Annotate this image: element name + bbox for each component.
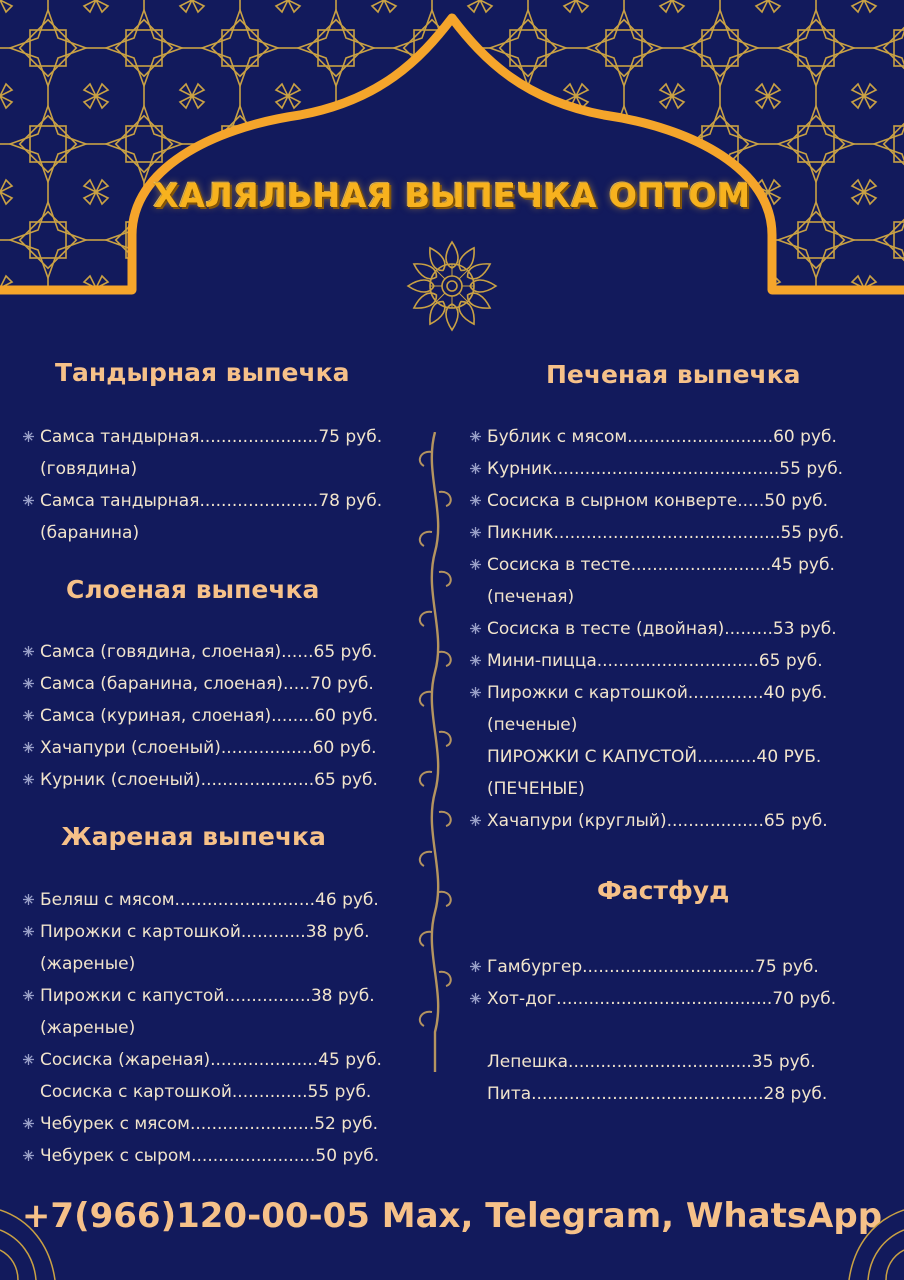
bullet-icon (470, 431, 481, 442)
menu-item (487, 805, 844, 837)
menu-item-line: Гамбургер................................75 руб. (487, 957, 819, 977)
menu-item-note: (печеная) (487, 587, 575, 607)
menu-item (487, 517, 844, 549)
menu-item-line: Бублик с мясом...........................60 руб. (487, 427, 837, 447)
bullet-icon (470, 655, 481, 666)
menu-item (40, 1140, 382, 1172)
page-title: ХАЛЯЛЬНАЯ ВЫПЕЧКА ОПТОМ (153, 176, 751, 215)
contact-phone[interactable]: +7(966)120-00-05 Max, Telegram, WhatsApp (21, 1196, 883, 1236)
list-fried (40, 884, 382, 1172)
menu-item (40, 668, 378, 700)
bullet-icon (23, 1054, 34, 1065)
menu-item-line: Беляш с мясом..........................46 руб. (40, 890, 379, 910)
menu-item-line: Самса (баранина, слоеная).....70 руб. (40, 674, 374, 694)
list-puff (40, 636, 378, 796)
menu-item-line: Курник..........................................55 руб. (487, 459, 844, 479)
menu-item (487, 645, 844, 677)
bullet-icon (23, 926, 34, 937)
menu-item (40, 1108, 382, 1140)
section-title-baked: Печеная выпечка (546, 360, 801, 389)
menu-item-line: Сосиска в сырном конверте.....50 руб. (487, 491, 829, 511)
bullet-icon (23, 894, 34, 905)
menu-item (40, 884, 382, 916)
bullet-icon (470, 993, 481, 1004)
menu-item-note: (жареные) (40, 1018, 136, 1038)
menu-item-line: Сосиска в тесте (двойная).........53 руб. (487, 619, 837, 639)
corner-ornament-icon (0, 1190, 70, 1280)
bullet-icon (23, 710, 34, 721)
bullet-icon (470, 961, 481, 972)
menu-item-note: (ПЕЧЕНЫЕ) (487, 779, 585, 799)
menu-item (40, 421, 382, 485)
menu-item (487, 677, 844, 741)
menu-item-line: Сосиска с картошкой..............55 руб. (40, 1082, 372, 1102)
menu-item-line: Сосиска в тесте..........................45 руб. (487, 555, 835, 575)
bullet-icon (23, 431, 34, 442)
corner-ornament-icon (834, 1190, 904, 1280)
list-tandoor (40, 421, 382, 549)
bullet-icon (470, 495, 481, 506)
menu-item-line: Пирожки с картошкой............38 руб. (40, 922, 370, 942)
menu-item (40, 764, 378, 796)
menu-item-line: Самса (куриная, слоеная)........60 руб. (40, 706, 379, 726)
list-extra (487, 1046, 827, 1110)
menu-item-note: (жареные) (40, 954, 136, 974)
menu-item-line: Сосиска (жареная)....................45 руб. (40, 1050, 382, 1070)
vine-divider-icon (410, 432, 460, 1072)
menu-item-line: Хот-дог........................................70 руб. (487, 989, 837, 1009)
menu-item (40, 1044, 382, 1076)
menu-item (487, 453, 844, 485)
menu-item-line: Пирожки с картошкой..............40 руб. (487, 683, 828, 703)
menu-item-line: Хачапури (круглый)..................65 руб. (487, 811, 828, 831)
bullet-icon (470, 527, 481, 538)
menu-item-line: Самса тандырная......................75 руб. (40, 427, 383, 447)
bullet-icon (23, 990, 34, 1001)
bullet-icon (23, 495, 34, 506)
menu-item (40, 980, 382, 1044)
menu-item (40, 732, 378, 764)
menu-item-note: (печеные) (487, 715, 578, 735)
menu-item-line: Чебурек с сыром.......................50 руб. (40, 1146, 380, 1166)
bullet-icon (23, 1150, 34, 1161)
menu-item (487, 983, 836, 1015)
list-fastfood (487, 951, 836, 1015)
menu-item-line: Самса тандырная......................78 руб. (40, 491, 383, 511)
menu-item (487, 421, 844, 453)
list-baked (487, 421, 844, 837)
menu-item-line: Самса (говядина, слоеная)......65 руб. (40, 642, 378, 662)
menu-item-line: Пикник..........................................55 руб. (487, 523, 845, 543)
menu-item (40, 485, 382, 549)
menu-item (487, 613, 844, 645)
menu-item-line: Лепешка..................................35 руб. (487, 1052, 816, 1072)
menu-item (487, 1046, 827, 1078)
bullet-icon (470, 815, 481, 826)
bullet-icon (470, 559, 481, 570)
bullet-icon (470, 687, 481, 698)
menu-item-line: Пита...........................................28 руб. (487, 1084, 828, 1104)
section-title-tandoor: Тандырная выпечка (55, 358, 350, 387)
menu-item-line: Чебурек с мясом.......................52 руб. (40, 1114, 379, 1134)
section-title-fried: Жареная выпечка (61, 822, 326, 851)
menu-item (487, 1078, 827, 1110)
menu-item-line: ПИРОЖКИ С КАПУСТОЙ...........40 РУБ. (487, 747, 822, 767)
menu-item (40, 700, 378, 732)
bullet-icon (23, 774, 34, 785)
bullet-icon (23, 742, 34, 753)
bullet-icon (23, 678, 34, 689)
section-title-fastfood: Фастфуд (597, 876, 730, 905)
menu-item (40, 916, 382, 980)
menu-item-note: (говядина) (40, 459, 138, 479)
menu-item (40, 636, 378, 668)
menu-item-line: Пирожки с капустой................38 руб. (40, 986, 375, 1006)
mandala-icon (404, 238, 500, 334)
menu-item (487, 741, 844, 805)
section-title-puff: Слоеная выпечка (66, 575, 320, 604)
menu-item (487, 549, 844, 613)
menu-item (487, 485, 844, 517)
bullet-icon (470, 623, 481, 634)
menu-item-line: Хачапури (слоеный).................60 руб. (40, 738, 377, 758)
menu-item-line: Курник (слоеный).....................65 руб. (40, 770, 378, 790)
menu-item-note: (баранина) (40, 523, 140, 543)
menu-item-line: Мини-пицца..............................65 руб. (487, 651, 823, 671)
menu-item (487, 951, 836, 983)
bullet-icon (23, 646, 34, 657)
bullet-icon (23, 1118, 34, 1129)
bullet-icon (470, 463, 481, 474)
menu-item (40, 1076, 382, 1108)
